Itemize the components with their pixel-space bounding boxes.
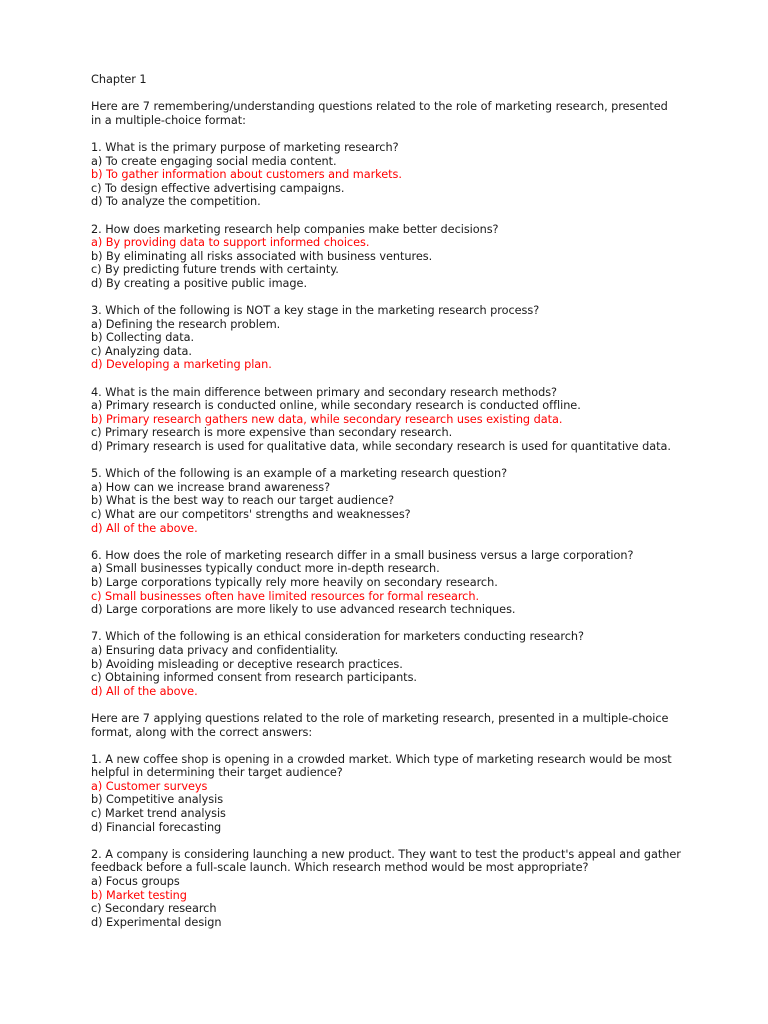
applying-question-2: [91, 848, 691, 930]
question-5: [91, 467, 691, 535]
question-2: [91, 223, 691, 291]
question-text: 2. How does marketing research help companies make better decisions?: [91, 222, 499, 236]
option-c: c) To design effective advertising campaigns.: [91, 181, 345, 195]
option-a: a) Defining the research problem.: [91, 317, 281, 331]
option-c: c) Obtaining informed consent from research participants.: [91, 671, 417, 685]
question-text: feedback before a full-scale launch. Which research method would be most appropriate?: [91, 861, 589, 875]
question-1: [91, 141, 691, 209]
option-a: a) Small businesses typically conduct more in-depth research.: [91, 562, 440, 576]
question-text: 2. A company is considering launching a new product. They want to test the product's appeal and gather: [91, 847, 681, 861]
option-b-correct: b) Market testing: [91, 888, 187, 902]
option-b: b) Collecting data.: [91, 331, 194, 345]
option-b: b) Avoiding misleading or deceptive research practices.: [91, 657, 403, 671]
question-text: 1. What is the primary purpose of marketing research?: [91, 140, 399, 154]
option-b: b) Competitive analysis: [91, 793, 224, 807]
question-text: 3. Which of the following is NOT a key stage in the marketing research process?: [91, 304, 540, 318]
option-a: a) Primary research is conducted online, while secondary research is conducted offline.: [91, 399, 581, 413]
option-c: c) Market trend analysis: [91, 807, 226, 821]
document-page: [91, 73, 691, 929]
option-d-correct: d) All of the above.: [91, 684, 198, 698]
option-c: c) Primary research is more expensive than secondary research.: [91, 426, 453, 440]
question-6: [91, 549, 691, 617]
question-4: [91, 386, 691, 454]
question-3: [91, 304, 691, 372]
question-text: 4. What is the main difference between primary and secondary research methods?: [91, 385, 557, 399]
option-b: b) By eliminating all risks associated with business ventures.: [91, 249, 433, 263]
option-c: c) By predicting future trends with certainty.: [91, 263, 339, 277]
intro-line: format, along with the correct answers:: [91, 725, 313, 739]
option-c: c) What are our competitors' strengths and weaknesses?: [91, 508, 411, 521]
question-text: 6. How does the role of marketing research differ in a small business versus a large corporation?: [91, 548, 634, 562]
option-c: c) Secondary research: [91, 902, 217, 916]
option-a-correct: a) Customer surveys: [91, 779, 208, 793]
question-text: 5. Which of the following is an example of a marketing research question?: [91, 467, 508, 481]
option-d: d) By creating a positive public image.: [91, 276, 307, 290]
option-b-correct: b) To gather information about customers and markets.: [91, 168, 402, 182]
question-7: [91, 630, 691, 698]
option-b: b) What is the best way to reach our target audience?: [91, 494, 395, 508]
option-b-correct: b) Primary research gathers new data, while secondary research uses existing data.: [91, 412, 563, 426]
option-c-correct: c) Small businesses often have limited resources for formal research.: [91, 589, 479, 603]
chapter-heading: Chapter 1: [91, 73, 147, 86]
option-d: d) To analyze the competition.: [91, 195, 261, 209]
option-d-correct: d) All of the above.: [91, 521, 198, 535]
option-a: a) Focus groups: [91, 875, 180, 889]
option-d: d) Primary research is used for qualitative data, while secondary research is used for quantitative data.: [91, 440, 671, 454]
option-c: c) Analyzing data.: [91, 344, 192, 358]
option-a: a) To create engaging social media content.: [91, 154, 337, 168]
option-d: d) Experimental design: [91, 915, 222, 929]
intro-remembering: [91, 100, 691, 127]
intro-line: in a multiple-choice format:: [91, 113, 246, 127]
question-text: 7. Which of the following is an ethical consideration for marketers conducting research?: [91, 630, 584, 644]
option-d-correct: d) Developing a marketing plan.: [91, 358, 272, 372]
intro-line: Here are 7 remembering/understanding questions related to the role of marketing research, presented: [91, 100, 668, 114]
applying-question-1: [91, 753, 691, 835]
option-d: d) Financial forecasting: [91, 820, 222, 834]
intro-line: Here are 7 applying questions related to the role of marketing research, presented in a multiple-choice: [91, 711, 669, 725]
question-text: 1. A new coffee shop is opening in a crowded market. Which type of marketing research would be most: [91, 752, 672, 766]
option-a: a) Ensuring data privacy and confidentiality.: [91, 643, 339, 657]
option-a: a) How can we increase brand awareness?: [91, 480, 331, 494]
question-text: helpful in determining their target audience?: [91, 766, 343, 780]
intro-applying: [91, 712, 691, 739]
option-b: b) Large corporations typically rely more heavily on secondary research.: [91, 575, 498, 589]
option-a-correct: a) By providing data to support informed choices.: [91, 236, 370, 250]
option-d: d) Large corporations are more likely to use advanced research techniques.: [91, 603, 516, 617]
